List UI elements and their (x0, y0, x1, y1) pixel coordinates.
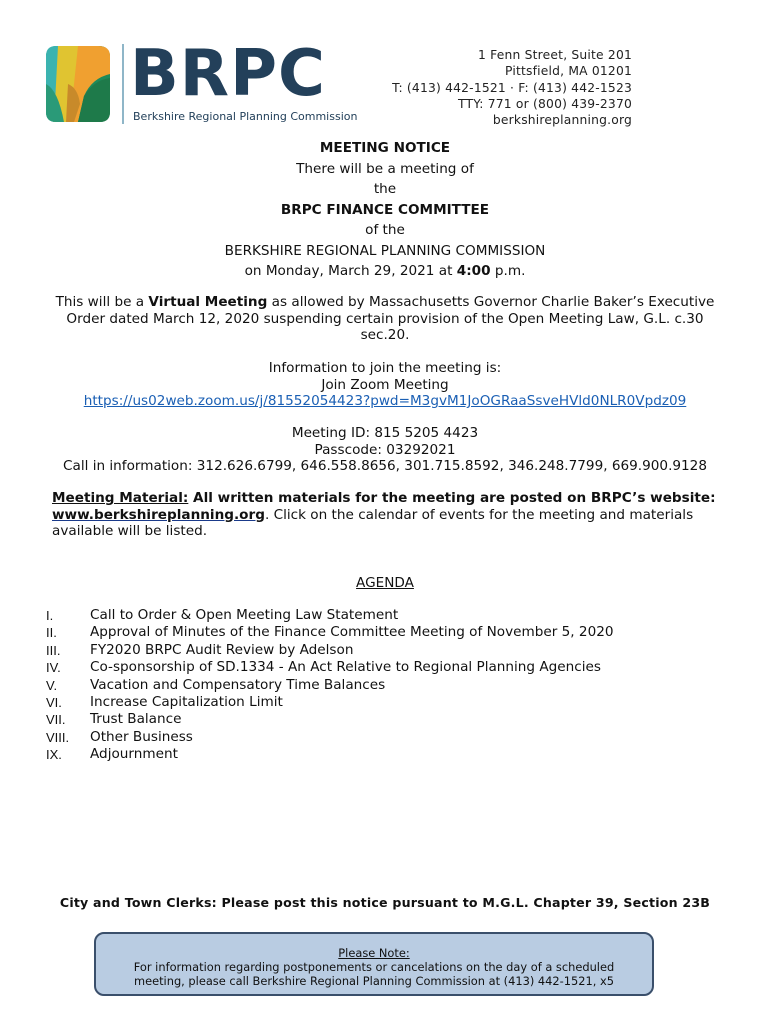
agenda-item (46, 677, 614, 694)
website-link[interactable]: www.berkshireplanning.org (52, 506, 265, 523)
meeting-material-paragraph (52, 490, 732, 540)
agenda-item-text: Trust Balance (90, 711, 182, 728)
agenda-item-number: II. (46, 625, 57, 641)
agenda-item-text: Vacation and Compensatory Time Balances (90, 676, 386, 693)
agenda-title: AGENDA (356, 575, 414, 591)
material-rest: . Click on the calendar of events for the meeting and materials available will be listed. (52, 506, 694, 539)
material-bold-text: All written materials for the meeting are posted on BRPC’s website: (188, 490, 716, 506)
date-prefix: on Monday, March 29, 2021 at (244, 263, 457, 279)
agenda-list (46, 607, 614, 764)
agenda-item (46, 659, 614, 676)
meeting-time: 4:00 (456, 263, 491, 279)
agenda-item-number: V. (46, 677, 58, 693)
join-info (40, 360, 730, 410)
time-suffix: p.m. (490, 263, 526, 279)
agenda-item-text: Co-sponsorship of SD.1334 - An Act Relative to Regional Planning Agencies (90, 659, 601, 676)
logo-wordmark: BRPC (130, 37, 326, 111)
logo-subtitle: Berkshire Regional Planning Commission (133, 110, 358, 123)
agenda-item-number: VIII. (46, 729, 70, 745)
agenda-item-number: IV. (46, 660, 61, 676)
agenda-item-number: VII. (46, 712, 66, 728)
notice-line1: There will be a meeting of (296, 160, 474, 177)
meeting-passcode: Passcode: 03292021 (314, 441, 456, 458)
agenda-item (46, 607, 614, 624)
agenda-item-text: Call to Order & Open Meeting Law Statement (90, 607, 399, 623)
address-block (392, 47, 632, 128)
commission-name: BERKSHIRE REGIONAL PLANNING COMMISSION (224, 242, 546, 259)
notice-line2: the (373, 181, 397, 197)
join-intro: Information to join the meeting is: (268, 360, 502, 376)
agenda-item-number: III. (46, 642, 61, 658)
agenda-item (46, 624, 614, 641)
brpc-logo-mark-icon (44, 44, 112, 124)
address-website: berkshireplanning.org (492, 113, 632, 128)
agenda-item-number: I. (46, 608, 54, 623)
agenda-item-text: Adjournment (90, 746, 178, 763)
agenda-item-text: Increase Capitalization Limit (90, 694, 283, 711)
clerks-notice: City and Town Clerks: Please post this notice pursuant to M.G.L. Chapter 39, Section 23B (59, 895, 711, 910)
note-line1: For information regarding postponements or cancelations on the day of a scheduled (133, 960, 615, 974)
committee-name: BRPC FINANCE COMMITTEE (280, 201, 490, 218)
logo-divider (122, 44, 124, 124)
note-title: Please Note: (338, 946, 410, 960)
meeting-id: Meeting ID: 815 5205 4423 (291, 425, 479, 441)
virtual-prefix: This will be a (55, 294, 149, 310)
zoom-link[interactable]: https://us02web.zoom.us/j/81552054423?pwd=M3gvM1JoOGRaaSsveHVld0NLR0Vpdz09 (83, 393, 687, 409)
agenda-item-text: Other Business (90, 728, 193, 745)
notice-line3: of the (365, 222, 405, 238)
agenda-item (46, 694, 614, 711)
agenda-item-text: Approval of Minutes of the Finance Committee Meeting of November 5, 2020 (90, 624, 614, 641)
brpc-logo (44, 37, 358, 126)
notice-title: MEETING NOTICE (319, 140, 451, 156)
agenda-item (46, 642, 614, 659)
virtual-emphasis: Virtual Meeting (148, 294, 268, 310)
meeting-credentials (40, 425, 730, 475)
address-phone-fax: T: (413) 442-1521 · F: (413) 442-1523 (392, 80, 632, 95)
agenda-item-number: VI. (46, 695, 62, 711)
material-label: Meeting Material: (52, 490, 189, 506)
agenda-item (46, 711, 614, 728)
meeting-heading (0, 138, 770, 282)
note-line2: meeting, please call Berkshire Regional Planning Commission at (413) 442-1521, x5 (133, 974, 614, 988)
agenda-item-number: IX. (46, 747, 62, 763)
call-in-info: Call in information: 312.626.6799, 646.558.8656, 301.715.8592, 346.248.7799, 669.900.9128 (63, 458, 707, 474)
agenda-item-text: FY2020 BRPC Audit Review by Adelson (90, 641, 354, 658)
agenda-item (46, 746, 614, 763)
virtual-meeting-paragraph (40, 294, 730, 344)
address-street: 1 Fenn Street, Suite 201 (478, 48, 632, 62)
address-tty: TTY: 771 or (800) 439-2370 (458, 96, 632, 111)
agenda-item (46, 729, 614, 746)
address-city: Pittsfield, MA 01201 (504, 64, 632, 79)
virtual-text: as allowed by Massachusetts Governor Charlie Baker’s Executive Order dated March 12, 2020 suspending certain provision of the Open Meeting Law, G.L. c.30 sec.20. (66, 294, 715, 343)
meeting-date (0, 261, 770, 282)
join-platform: Join Zoom Meeting (321, 376, 449, 393)
please-note-box (94, 932, 654, 996)
